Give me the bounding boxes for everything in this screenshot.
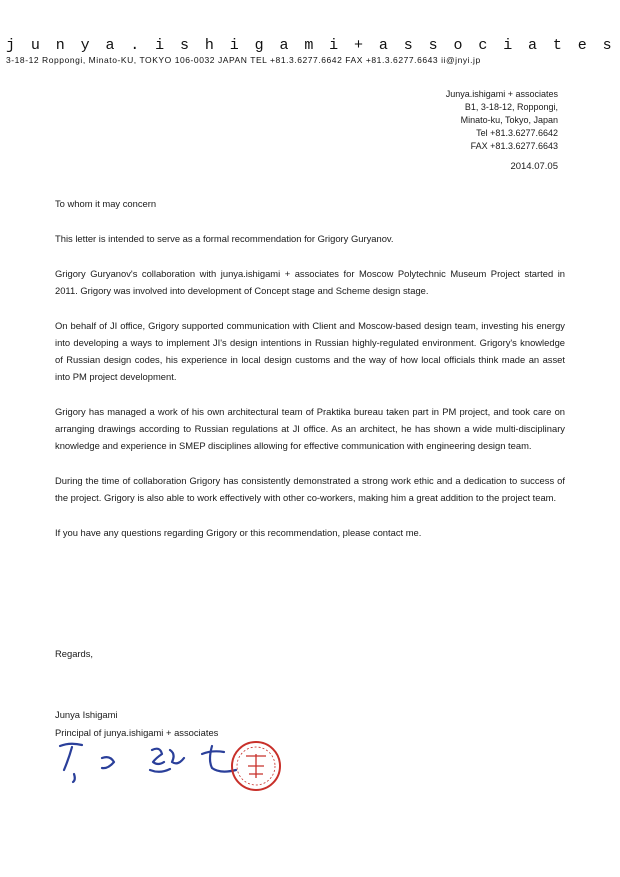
paragraph: Grigory Guryanov's collaboration with junya.ishigami + associates for Moscow Polytechnic Museum Project started in 2011. Grigory was involved into development of Concept stage and Scheme design stage. xyxy=(55,268,565,296)
signature-stroke xyxy=(152,749,164,764)
letterhead-char: . xyxy=(130,37,140,54)
letterhead-char: s xyxy=(602,37,612,54)
letterhead-char: c xyxy=(478,37,488,54)
letterhead-char: a xyxy=(279,37,289,54)
closing: Regards, xyxy=(55,648,94,659)
sender-line: FAX +81.3.6277.6643 xyxy=(470,141,558,151)
letterhead-char: i xyxy=(503,37,513,54)
sender-line: Tel +81.3.6277.6642 xyxy=(476,128,558,138)
sender-line: Junya.ishigami + associates xyxy=(445,89,558,99)
signature-stroke xyxy=(150,769,170,772)
signature-stroke xyxy=(60,744,82,746)
signature-stroke xyxy=(102,757,114,768)
signer-title: Principal of junya.ishigami + associates xyxy=(55,727,219,738)
letterhead-char: t xyxy=(552,37,562,54)
letterhead-char: + xyxy=(354,37,364,54)
signature-stroke xyxy=(170,750,184,763)
signer-name: Junya Ishigami xyxy=(55,709,118,720)
letterhead-address: 3-18-12 Roppongi, Minato-KU, TOKYO 106-0032 JAPAN TEL +81.3.6277.6642 FAX +81.3.6277.6643 ii@jnyi.jp xyxy=(6,55,481,65)
letterhead-name xyxy=(6,38,612,53)
salutation: To whom it may concern xyxy=(55,198,157,209)
letterhead-char: s xyxy=(403,37,413,54)
signature-stroke xyxy=(202,751,224,754)
letterhead-char: h xyxy=(204,37,214,54)
paragraph: This letter is intended to serve as a formal recommendation for Grigory Guryanov. xyxy=(55,233,394,244)
letterhead-char: o xyxy=(453,37,463,54)
paragraph: On behalf of JI office, Grigory supported communication with Client and Moscow-based design team, investing his energy into developing a ways to implement JI's design intentions in Russian highly-regulated environment. Grigory's knowledge of Russian design codes, his experience in local design customs and the way of how local officials think made an asset into PM project development. xyxy=(55,320,565,382)
letterhead-char: g xyxy=(254,37,264,54)
letterhead-char: s xyxy=(180,37,190,54)
letterhead-char: a xyxy=(528,37,538,54)
letterhead-char: i xyxy=(155,37,165,54)
signature-stroke xyxy=(73,774,75,782)
paragraph: If you have any questions regarding Grigory or this recommendation, please contact me. xyxy=(55,527,422,538)
sender-line: Minato-ku, Tokyo, Japan xyxy=(460,115,558,125)
paragraph: During the time of collaboration Grigory has consistently demonstrated a strong work ethic and a dedication to success of the project. Grigory is also able to work effectively with other co-workers, making him a great addition to the project team. xyxy=(55,475,565,503)
letterhead-char: j xyxy=(6,37,16,54)
letter-body xyxy=(55,195,565,559)
letterhead-char: u xyxy=(30,37,40,54)
sender-line: B1, 3-18-12, Roppongi, xyxy=(464,102,558,112)
letterhead-char: y xyxy=(80,37,90,54)
signature-stroke xyxy=(64,747,72,770)
letterhead-char: s xyxy=(428,37,438,54)
letterhead-char: a xyxy=(105,37,115,54)
seal-mark xyxy=(246,754,266,778)
handwritten-signature xyxy=(52,736,282,796)
letterhead-char: e xyxy=(577,37,587,54)
letterhead-char: a xyxy=(378,37,388,54)
letterhead-char: m xyxy=(304,37,314,54)
letter-date: 2014.07.05 xyxy=(510,161,558,172)
letterhead-char: i xyxy=(229,37,239,54)
sender-address-block xyxy=(446,88,558,153)
letterhead-char: i xyxy=(329,37,339,54)
letterhead-char: n xyxy=(55,37,65,54)
paragraph: Grigory has managed a work of his own architectural team of Praktika bureau taken part in PM project, and took care on arranging drawings according to Russian regulations at JI office. As an architect, he has shown a wide multi-disciplinary knowledge and experience in SMEP disciplines allowing for effective communication with engineering design team. xyxy=(55,406,565,451)
